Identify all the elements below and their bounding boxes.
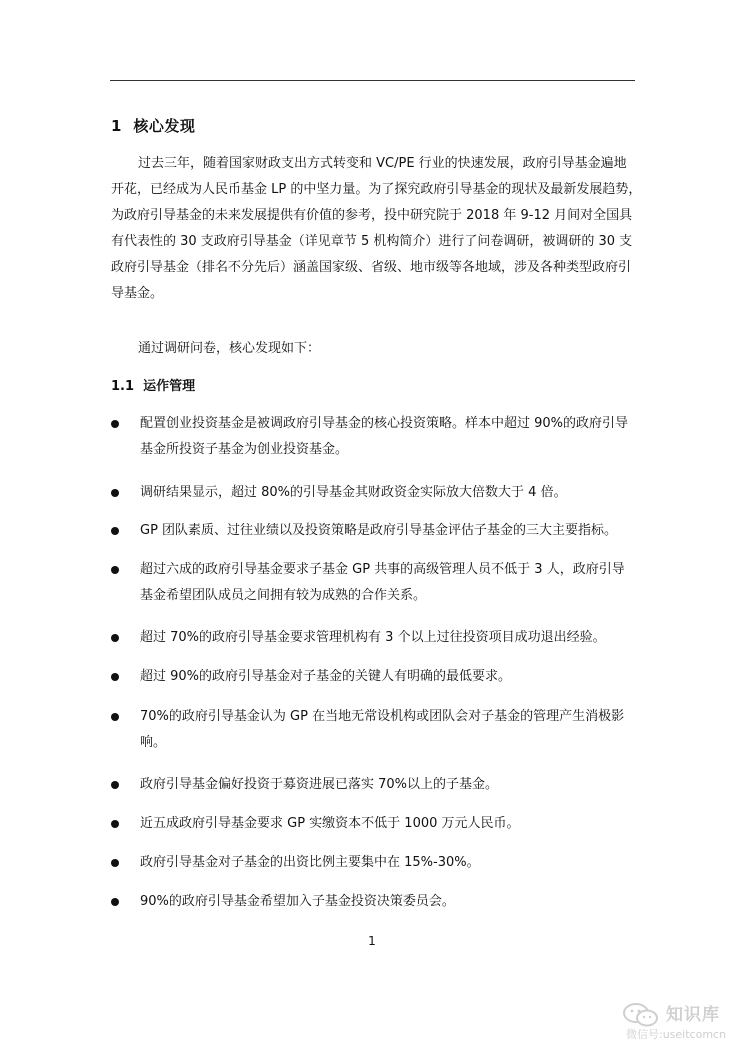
paragraph-line: 过去三年，随着国家财政支出方式转变和 VC/PE 行业的快速发展，政府引导基金遍地 [138,156,627,171]
bullet-item [111,480,636,506]
bullet-item [111,772,636,798]
watermark [622,1000,740,1046]
bullet-dot-icon [111,673,119,681]
bullet-dot-icon [111,781,119,789]
bullet-item [111,411,636,463]
bullet-line: 基金希望团队成员之间拥有较为成熟的合作关系。 [140,588,427,603]
bullet-dot-icon [111,527,119,535]
bullet-line: 政府引导基金偏好投资于募资进展已落实 70%以上的子基金。 [140,777,499,792]
bullet-line: 90%的政府引导基金希望加入子基金投资决策委员会。 [140,894,455,909]
bullet-dot-icon [111,489,119,497]
bullet-dot-icon [111,566,119,574]
bullet-item [111,850,636,876]
subsection-title: 运作管理 [143,379,196,394]
bullet-item [111,557,636,609]
bullet-item [111,704,636,756]
bullet-line: 超过 90%的政府引导基金对子基金的关键人有明确的最低要求。 [140,669,512,684]
subsection-number: 1.1 [111,379,135,394]
paragraph-line: 开花，已经成为人民币基金 LP 的中坚力量。为了探究政府引导基金的现状及最新发展趋势， [111,182,642,197]
bullet-line: 基金所投资子基金为创业投资基金。 [140,442,349,457]
bullet-line: 配置创业投资基金是被调政府引导基金的核心投资策略。样本中超过 90%的政府引导 [140,416,629,431]
bullet-dot-icon [111,634,119,642]
bullet-dot-icon [111,898,119,906]
paragraph-line: 导基金。 [111,286,164,301]
header-rule [110,80,635,81]
paragraph-line: 政府引导基金（排名不分先后）涵盖国家级、省级、地市级等各地域，涉及各种类型政府引 [111,260,632,275]
bullet-dot-icon [111,859,119,867]
paragraph-line: 有代表性的 30 支政府引导基金（详见章节 5 机构简介）进行了问卷调研，被调研的 30 支 [111,234,633,249]
section-heading [111,115,195,136]
page-number: 1 [368,934,376,948]
watermark-url: 微信号:useitcomcn [626,1028,727,1041]
bullet-dot-icon [111,713,119,721]
subsection-heading [111,375,195,394]
bullet-dot-icon [111,820,119,828]
bullet-line: 响。 [140,735,167,750]
section-title: 核心发现 [133,117,196,135]
watermark-brand: 知识库 [666,1005,720,1025]
bullet-line: 调研结果显示，超过 80%的引导基金其财政资金实际放大倍数大于 4 倍。 [140,485,567,500]
bullet-dot-icon [111,420,119,428]
bullet-line: 超过六成的政府引导基金要求子基金 GP 共事的高级管理人员不低于 3 人，政府引导 [140,562,625,577]
findings-intro: 通过调研问卷，核心发现如下： [138,341,321,356]
intro-paragraph [111,151,642,307]
bullet-line: 政府引导基金对子基金的出资比例主要集中在 15%-30%。 [140,855,480,870]
bullet-line: GP 团队素质、过往业绩以及投资策略是政府引导基金评估子基金的三大主要指标。 [140,523,618,538]
bullet-item [111,811,636,837]
bullet-line: 70%的政府引导基金认为 GP 在当地无常设机构或团队会对子基金的管理产生消极影 [140,709,625,724]
paragraph-line: 为政府引导基金的未来发展提供有价值的参考，投中研究院于 2018 年 9-12 月间对全国具 [111,208,633,223]
bullet-item [111,889,636,915]
bullet-item [111,664,636,690]
bullet-line: 近五成政府引导基金要求 GP 实缴资本不低于 1000 万元人民币。 [140,816,520,831]
bullet-item [111,518,636,544]
bullet-line: 超过 70%的政府引导基金要求管理机构有 3 个以上过往投资项目成功退出经验。 [140,630,606,645]
bullet-item [111,625,636,651]
section-number: 1 [111,117,122,135]
